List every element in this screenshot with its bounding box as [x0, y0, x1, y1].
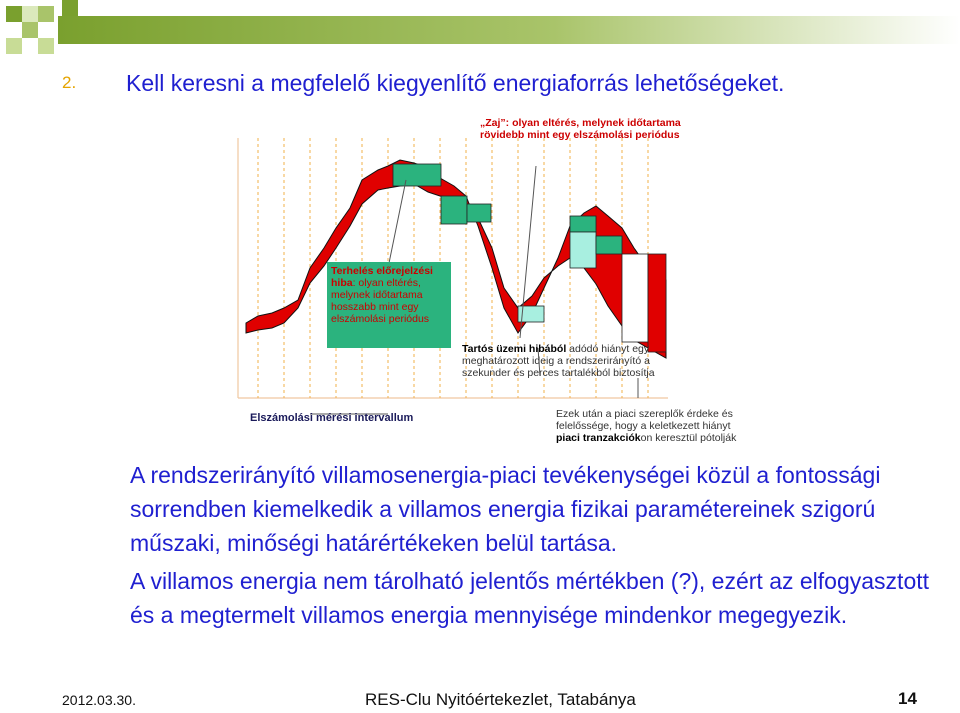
body-text	[130, 458, 930, 632]
outage-callout	[462, 343, 662, 379]
outage-callout-title: Tartós üzemi hibából	[462, 343, 567, 355]
header-decoration	[0, 0, 960, 60]
heading-row	[62, 66, 942, 100]
market-callout	[556, 408, 746, 444]
interval-label: Elszámolási mérési intervallum	[250, 412, 414, 424]
page-number: 14	[898, 689, 917, 708]
load-forecast-callout	[327, 262, 451, 348]
load-callout-text: : olyan eltérés, melynek időtartama hosszabb mint egy elszámolási periódus	[331, 277, 430, 325]
noise-callout-text: : olyan eltérés, melynek időtartama rövidebb mint egy elszámolási periódus	[480, 117, 681, 141]
paragraph-2: A villamos energia nem tárolható jelentős mértékben (?), ezért az elfogyasztott és a megtermelt villamos energia mennyisége mindenkor megegyezik.	[130, 568, 930, 628]
footer-title: RES-Clu Nyitóértekezlet, Tatabánya	[365, 690, 636, 709]
market-callout-post: on keresztül pótolják	[640, 432, 737, 444]
noise-callout-title: „Zaj”	[480, 117, 506, 129]
load-curve-area	[246, 160, 666, 358]
paragraph-1: A rendszerirányító villamosenergia-piaci tevékenységei közül a fontossági sorrendben kiemelkedik a villamos energia fizikai paramétereinek szigorú műszaki, minőségi határértékeken belül tartása.	[130, 462, 881, 556]
footer-date: 2012.03.30.	[62, 692, 136, 708]
heading-text: Kell keresni a megfelelő kiegyenlítő energiaforrás lehetőségeket.	[126, 69, 785, 96]
heading-number: 2.	[62, 73, 77, 92]
market-callout-bold: piaci tranzakciók	[556, 432, 641, 444]
outage-callout-text: adódó hiányt egy meghatározott ideig a rendszerirányító a szekunder és perces tartalékból biztosítja	[462, 343, 655, 379]
noise-callout	[480, 117, 700, 141]
market-callout-pre: Ezek után a piaci szereplők érdeke és felelőssége, hogy a keletkezett hiányt	[556, 408, 733, 432]
load-callout-title: Terhelés előrejelzési hiba	[331, 265, 433, 289]
deviation-figure	[228, 108, 748, 448]
